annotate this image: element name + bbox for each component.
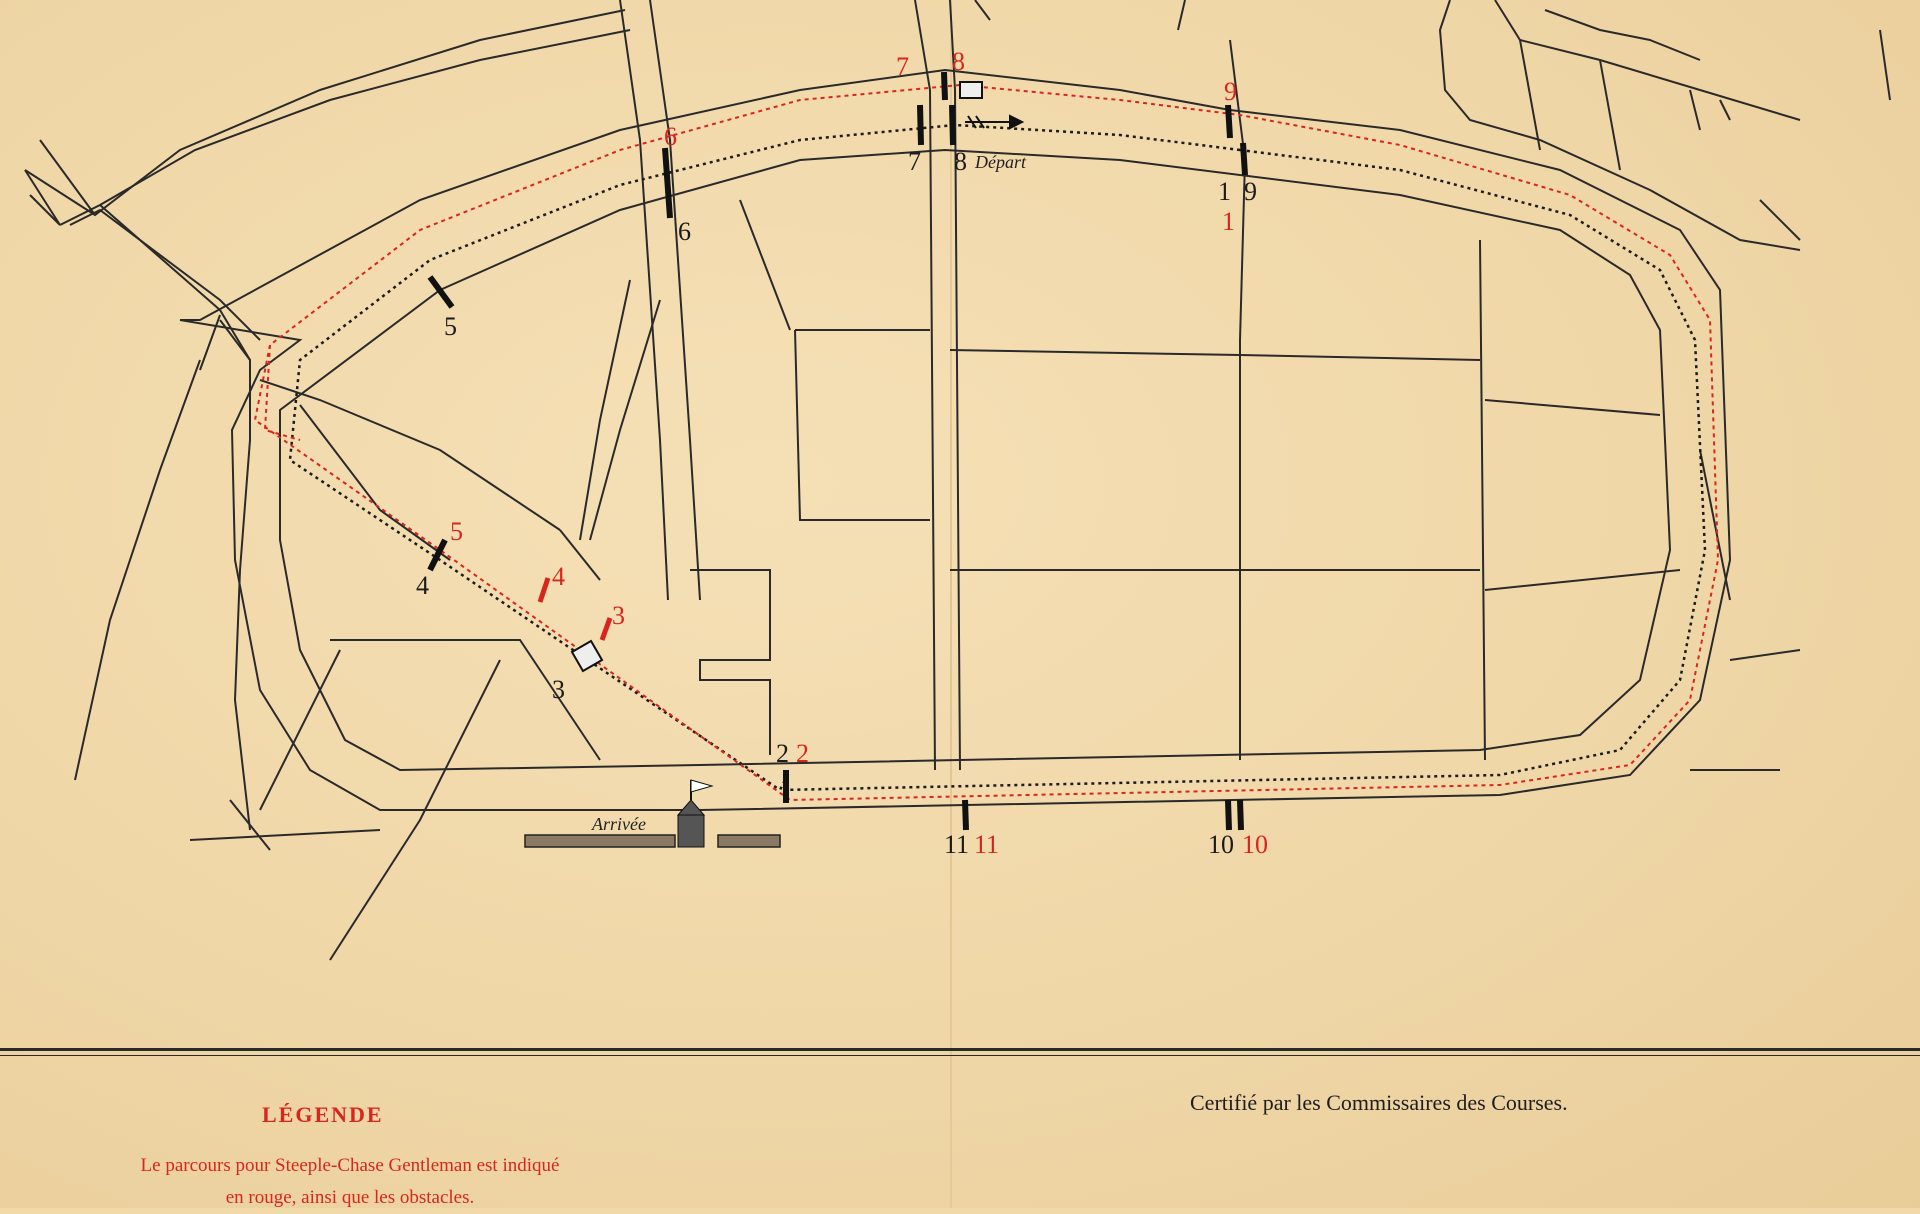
obstacle-9 (1243, 143, 1245, 175)
label-red-5: 5 (450, 517, 463, 546)
label-red-6: 6 (664, 122, 677, 151)
obstacle-10a (1228, 800, 1229, 830)
label-red-4: 4 (552, 562, 565, 591)
label-black-5: 5 (444, 312, 457, 341)
label-red-10: 10 (1242, 830, 1268, 859)
obstacle-5-outer (430, 277, 452, 307)
certification-text: Certifié par les Commissaires des Courses. (1190, 1090, 1568, 1115)
label-black-8: 8 (954, 147, 967, 176)
label-red-8: 8 (952, 47, 965, 76)
obstacle-8-red (944, 72, 945, 100)
course-red-dotted (255, 85, 1718, 800)
depart-label: Départ (975, 152, 1026, 172)
obstacles-red (540, 578, 610, 640)
obstacle-6 (665, 148, 670, 218)
label-red-1: 1 (1222, 207, 1235, 236)
legend-title: LÉGENDE (262, 1102, 384, 1127)
judges-box-icon (960, 82, 982, 98)
label-black-2: 2 (776, 739, 789, 768)
arrivee-label: Arrivée (592, 814, 646, 834)
label-red-11: 11 (974, 830, 1000, 859)
divider-thin (0, 1055, 1920, 1056)
label-red-7: 7 (896, 52, 909, 81)
label-black-10: 10 (1208, 830, 1234, 859)
street-network (25, 0, 1890, 960)
label-red-2: 2 (796, 739, 809, 768)
obstacle-red-3 (602, 618, 610, 640)
grandstand (525, 835, 780, 847)
label-black-7: 7 (908, 147, 921, 176)
label-black-6: 6 (678, 217, 691, 246)
label-red-3: 3 (612, 601, 625, 630)
obstacle-9-red (1228, 105, 1230, 138)
label-red-9: 9 (1224, 77, 1237, 106)
finish-flag-icon (678, 780, 712, 847)
label-black-4: 4 (416, 571, 429, 600)
legend-line-1: Le parcours pour Steeple-Chase Gentleman est indiqué (140, 1155, 560, 1176)
obstacle-red-4 (540, 578, 548, 602)
obstacle-11 (965, 800, 966, 830)
legend-line-2: en rouge, ainsi que les obstacles. (225, 1187, 475, 1208)
label-black-3: 3 (552, 675, 565, 704)
obstacle-10b (1240, 800, 1241, 830)
obstacle-8 (952, 105, 953, 145)
obstacle-7 (920, 105, 921, 145)
label-black-1: 1 (1218, 177, 1231, 206)
label-black-11: 11 (944, 830, 970, 859)
course-black-dotted (290, 125, 1705, 790)
divider-thick (0, 1048, 1920, 1051)
obstacles (430, 72, 1245, 830)
legend-text (60, 1150, 640, 1214)
label-black-9: 9 (1244, 177, 1257, 206)
water-jump-icon (572, 641, 602, 671)
